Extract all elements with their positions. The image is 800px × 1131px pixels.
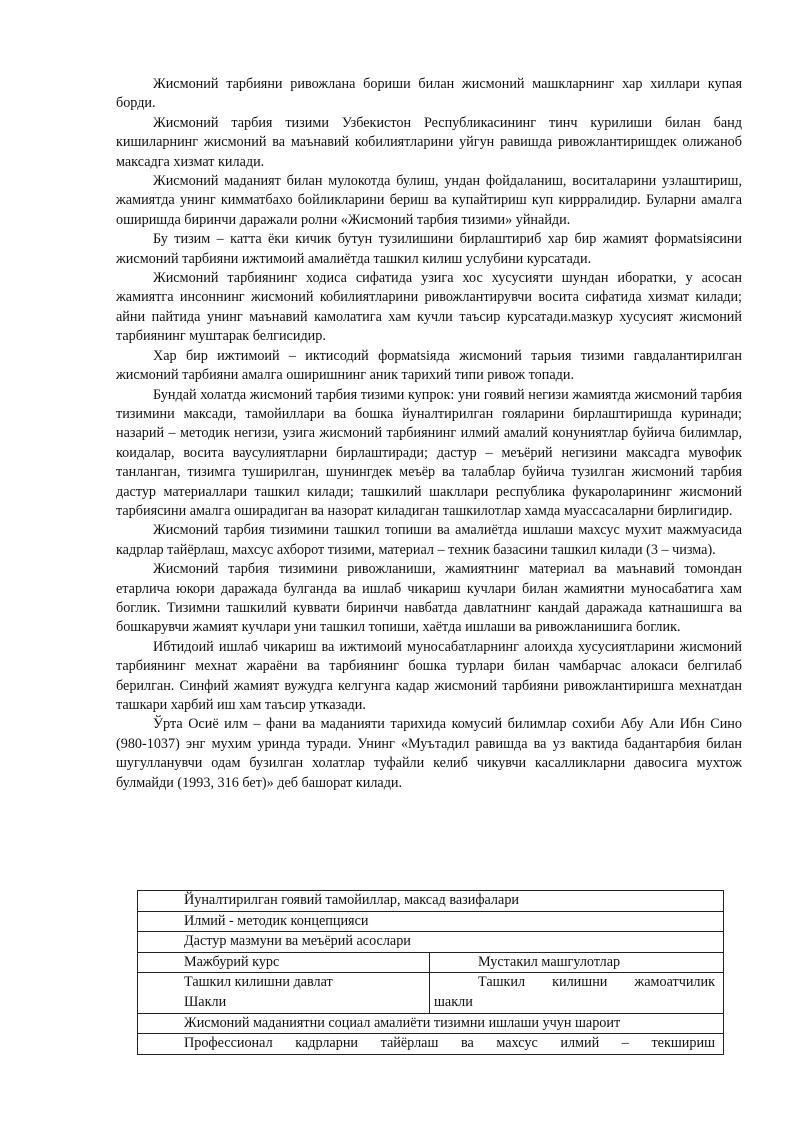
table-cell: Йуналтирилган гоявий тамойиллар, максад вазифалари — [138, 891, 724, 912]
table-row — [138, 1013, 724, 1034]
table-cell: Профессионал кадрларни тайёрлаш ва махсус илмий – текшириш — [138, 1034, 724, 1055]
paragraph: Жисмоний тарбия тизими Узбекистон Республикасининг тинч курилиши билан банд кишиларнинг жисмоний ва маънавий кобилиятларини уйгун равишда ривожлантиришдек олижаноб максадга хизмат килади. — [116, 114, 742, 170]
paragraph: Жисмоний тарбия тизимини ривожланиши, жамиятнинг материал ва маънавий томондан етарлича юкори даражада булганда ва ишлаб чикариш кучлари билан жамиятни муносабатига хам боглик. Тизимни ташкилий куввати биринчи навбатда давлатнинг кандай даражада катнашишга ва бошкарувчи жамият кучлари уни ташкил топиши, хаётда ишлаши ва ривожланишига боглик. — [116, 561, 742, 636]
table-row — [138, 952, 724, 973]
table-cell: Дастур мазмуни ва меъёрий асослари — [138, 932, 724, 953]
table-row — [138, 911, 724, 932]
table-cell-text: шакли — [434, 993, 473, 1010]
paragraph: Ўрта Осиё илм – фани ва маданияти тарихида комусий билимлар сохиби Абу Али Ибн Сино (980-1037) энг мухим уринда туради. Унинг «Муътадил равишда ва уз вактида бадантарбия билан шугулланувчи одам бузилган холатлар туфайли келиб чикувчи касалликларни давосига мухтож булмайди (1993, 316 бет)» деб башорат килади. — [116, 716, 742, 791]
paragraph: Ибтидоий ишлаб чикариш ва ижтимоий муносабатларнинг алоихда хусусиятларини жисмоний тарбиянинг мехнат жараёни ва тарбиянинг бошка турлари билан чамбарчас алокаси белгилаб берилган. Синфий жамият вужудга келгунга кадар жисмоний тарбияни ривожлантиришга мехнатдан ташкари харбий иш хам таъсир утказади. — [116, 638, 742, 713]
paragraph: Бу тизим – катта ёки кичик бутун тузилишини бирлаштириб хар бир жамият формatsiясини жисмоний тарбияни ижтимоий амалиётда ташкил килиш услубини курсатади. — [116, 231, 742, 267]
table-cell — [138, 973, 430, 1013]
paragraph: Жисмоний тарбияни ривожлана бориши билан жисмоний машкларнинг хар хиллари купая борди. — [116, 76, 742, 112]
table-cell-text: Шакли — [184, 993, 227, 1010]
table-cell — [430, 973, 724, 1013]
table-cell: Жисмоний маданиятни социал амалиёти тизимни ишлаши учун шароит — [138, 1013, 724, 1034]
table-row — [138, 1034, 724, 1055]
paragraph: Хар бир ижтимоий – иктисодий формatsiяда жисмоний тарьия тизими гавдалантирилган жисмоний тарбияни амалга оширишнинг аник тарихий типи ривож топади. — [116, 347, 742, 384]
table-cell — [430, 952, 724, 973]
structure-table — [137, 890, 724, 1055]
table-row — [138, 973, 724, 1013]
paragraph: Жисмоний тарбия тизимини ташкил топиши ва амалиётда ишлаши махсус мухит мажмуасида кадрлар тайёрлаш, махсус ахборот тизими, материал – техник базасини ташкил килади (3 – чизма). — [116, 522, 742, 558]
table-cell-text: Ташкил килишни давлат — [184, 974, 333, 991]
body-text — [116, 75, 742, 793]
paragraph: Бундай холатда жисмоний тарбия тизими купрок: уни гоявий негизи жамиятда жисмоний тарбия тизимини максади, тамойиллари ва бошка йуналтирилган гояларини бирлаштиришда куринади; назарий – методик негизи, узига жисмоний тарбиянинг илмий амалий конуниятлар буйича билимлар, коидалар, восита ваусулиятларни бирлаштиради; дастур – меъёрий негизини максадга мувофик танланган, тизимга туширилган, шунингдек меъёр ва талаблар буйича тузилган жисмоний тарбия дастур материаллари ташкил килади; ташкилий шакллари республика фукароларининг жисмоний тарбиясини амалга оширадиган ва назорат киладиган ташкилотлар хамда муассасаларни бирлигидир. — [116, 386, 742, 519]
table-cell-text: Ташкил килишни жамоатчилик — [478, 974, 715, 991]
table-cell: Мажбурий курс — [138, 952, 430, 973]
table-cell-text: Мустакил машгулотлар — [478, 953, 621, 970]
table-cell: Илмий - методик концепцияси — [138, 911, 724, 932]
table-row — [138, 932, 724, 953]
paragraph: Жисмоний маданият билан мулокотда булиш, ундан фойдаланиш, воситаларини узлаштириш, жамиятда унинг кимматбахо бойликларини бериш ва купайтириш куп киррралидир. Буларни амалга оширишда биринчи даражали ролни «Жисмоний тарбия тизими» уйнайди. — [116, 173, 742, 228]
table-row — [138, 891, 724, 912]
paragraph: Жисмоний тарбиянинг ходиса сифатида узига хос хусусияти шундан иборатки, у асосан жамиятга инсоннинг жисмоний кобилиятларини ривожлантирувчи восита сифатида хизмат килади; айни пайтида унинг маънавий камолатига хам кучли таъсир курсатади.мазкур хусусият жисмоний тарбиянинг муштарак белгисидир. — [116, 270, 742, 345]
